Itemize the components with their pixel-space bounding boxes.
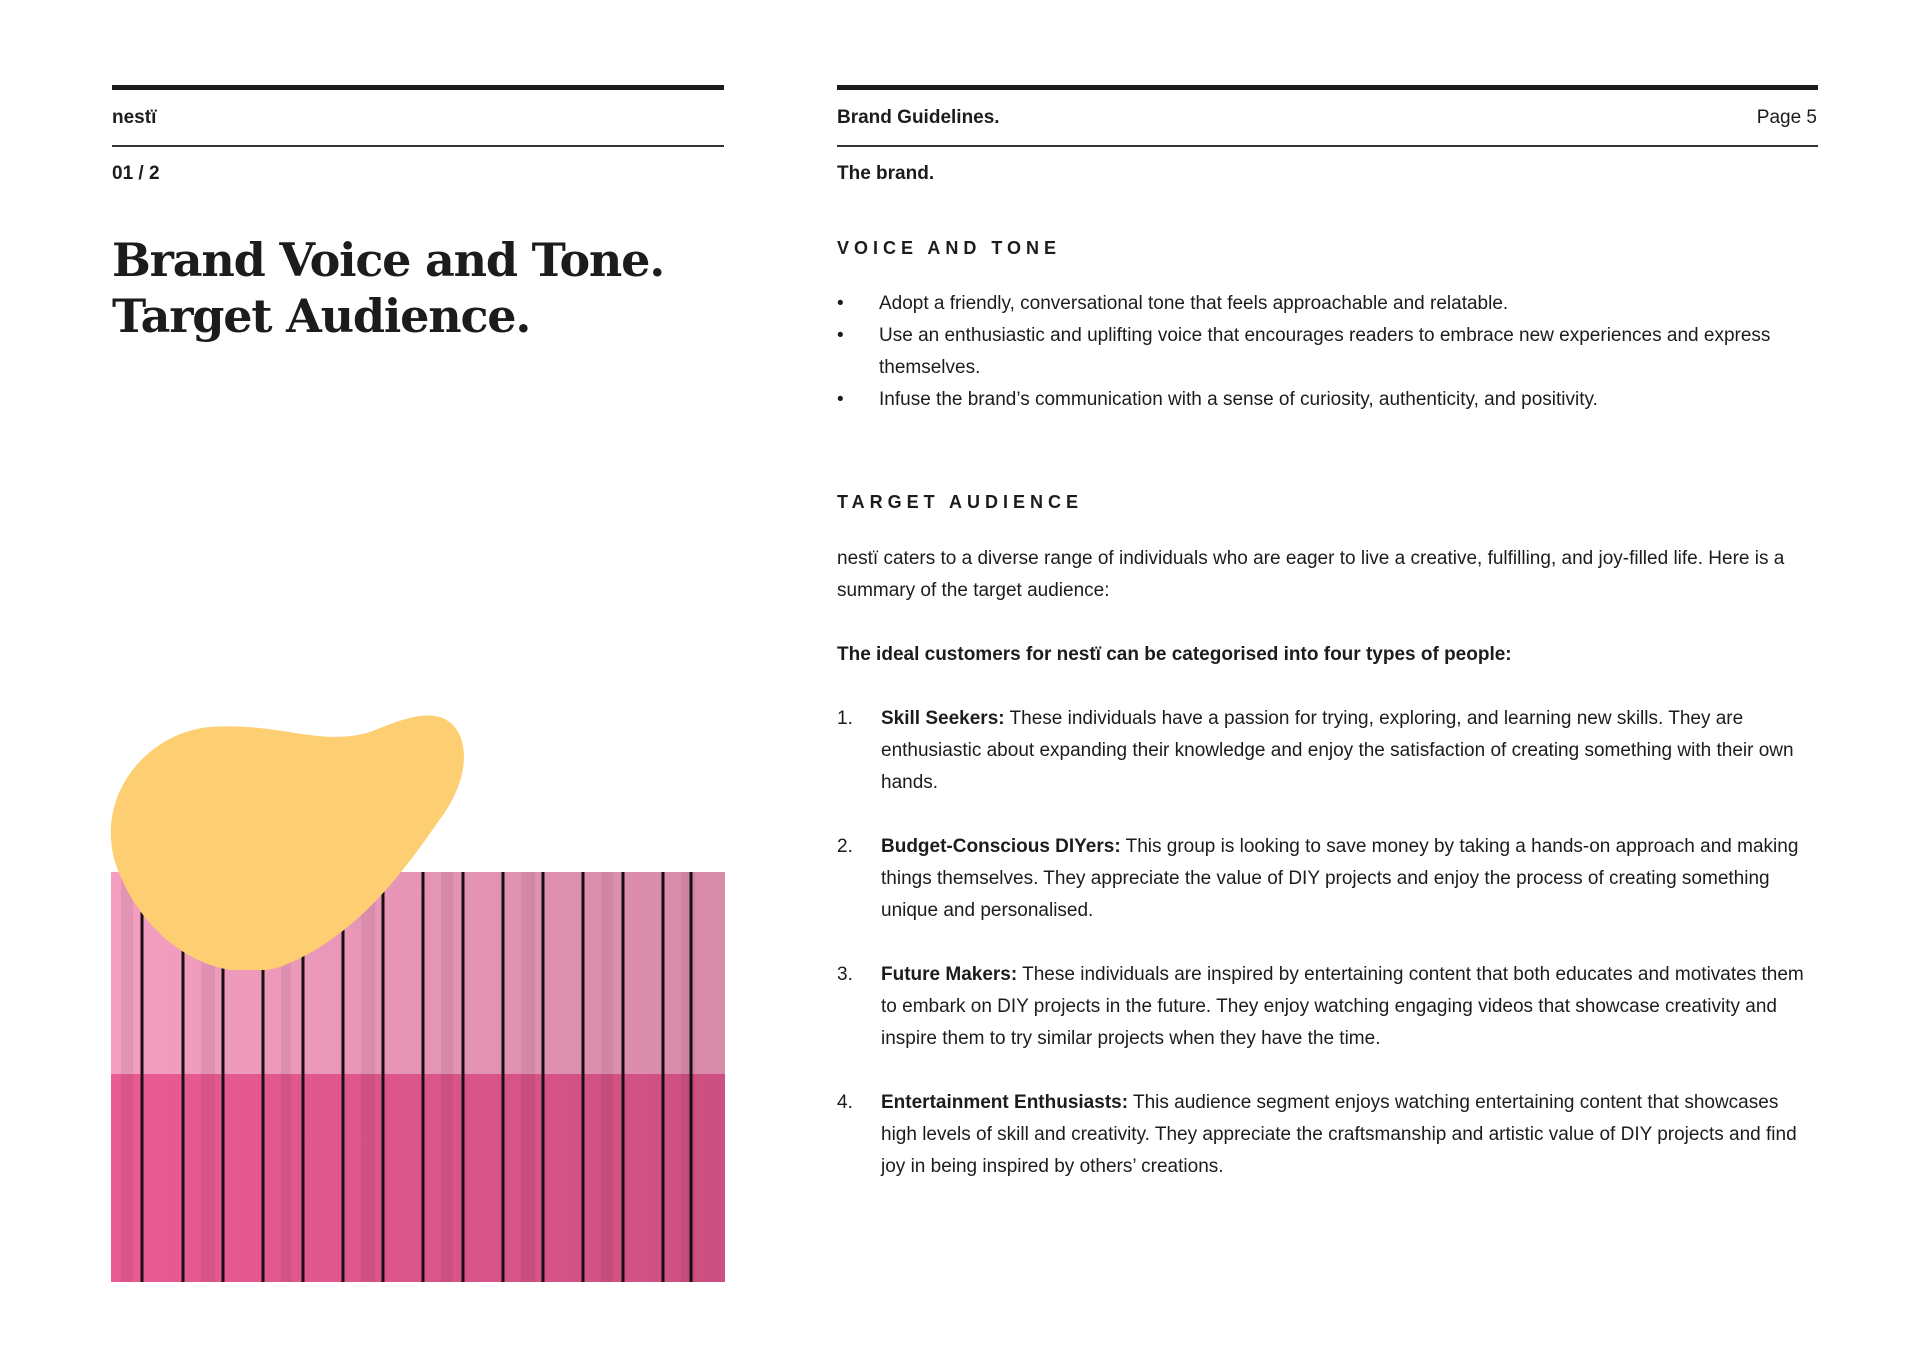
- voice-tone-item: [837, 320, 1817, 384]
- audience-type-term: Future Makers:: [881, 964, 1018, 985]
- audience-type-item: [837, 703, 1817, 799]
- audience-types-list: [837, 703, 1817, 1215]
- voice-tone-item-text: Adopt a friendly, conversational tone that feels approachable and relatable.: [879, 293, 1509, 314]
- voice-tone-item-text: Use an enthusiastic and uplifting voice that encourages readers to embrace new experiences and express themselves.: [879, 325, 1771, 378]
- right-header-divider: [837, 145, 1818, 147]
- audience-type-term: Entertainment Enthusiasts:: [881, 1092, 1129, 1113]
- voice-tone-list: [837, 288, 1817, 416]
- audience-type-item: [837, 1087, 1817, 1183]
- voice-tone-item: [837, 288, 1817, 320]
- section-label: The brand.: [837, 163, 935, 184]
- audience-type-description: This group is looking to save money by taking a hands-on approach and making things themselves. They appreciate the value of DIY projects and enjoy the process of creating something unique and personalised.: [881, 836, 1799, 921]
- page-index: 01 / 2: [112, 163, 160, 184]
- right-top-rule: [837, 85, 1818, 90]
- target-audience-intro: nestï caters to a diverse range of individuals who are eager to live a creative, fulfilling, and joy-filled life. Here is a summary of the target audience:: [837, 548, 1785, 601]
- audience-type-item: [837, 831, 1817, 927]
- audience-type-number: 1.: [837, 708, 853, 729]
- document-title: Brand Guidelines.: [837, 107, 1000, 128]
- audience-type-term: Skill Seekers:: [881, 708, 1005, 729]
- audience-type-item: [837, 959, 1817, 1055]
- bullet-dot: •: [837, 293, 844, 314]
- left-header-divider: [112, 145, 724, 147]
- target-audience-heading: TARGET AUDIENCE: [837, 492, 1083, 512]
- audience-type-term: Budget-Conscious DIYers:: [881, 836, 1121, 857]
- page-title-line2: Target Audience.: [112, 289, 531, 343]
- voice-tone-heading: VOICE AND TONE: [837, 238, 1062, 258]
- audience-type-number: 4.: [837, 1092, 853, 1113]
- brand-name: nestï: [112, 107, 157, 128]
- page-title: [112, 232, 732, 344]
- bullet-dot: •: [837, 389, 844, 410]
- target-audience-lead: The ideal customers for nestï can be categorised into four types of people:: [837, 644, 1512, 665]
- left-top-rule: [112, 85, 724, 90]
- audience-type-number: 2.: [837, 836, 853, 857]
- page-number: Page 5: [1756, 107, 1817, 128]
- voice-tone-item-text: Infuse the brand’s communication with a sense of curiosity, authenticity, and positivity.: [879, 389, 1598, 410]
- yellow-blob-shape: [110, 712, 470, 970]
- audience-type-number: 3.: [837, 964, 853, 985]
- voice-tone-item: [837, 384, 1817, 416]
- page-title-line1: Brand Voice and Tone.: [112, 233, 665, 287]
- audience-type-description: These individuals are inspired by entertaining content that both educates and motivates them to embark on DIY projects in the future. They enjoy watching engaging videos that showcase creativity and inspire them to try similar projects when they have the time.: [881, 964, 1804, 1049]
- bullet-dot: •: [837, 325, 844, 346]
- audience-type-description: This audience segment enjoys watching entertaining content that showcases high levels of skill and creativity. They appreciate the craftsmanship and artistic value of DIY projects and find joy in being inspired by others’ creations.: [881, 1092, 1797, 1177]
- audience-type-description: These individuals have a passion for trying, exploring, and learning new skills. They are enthusiastic about expanding their knowledge and enjoy the satisfaction of creating something with their own hands.: [881, 708, 1794, 793]
